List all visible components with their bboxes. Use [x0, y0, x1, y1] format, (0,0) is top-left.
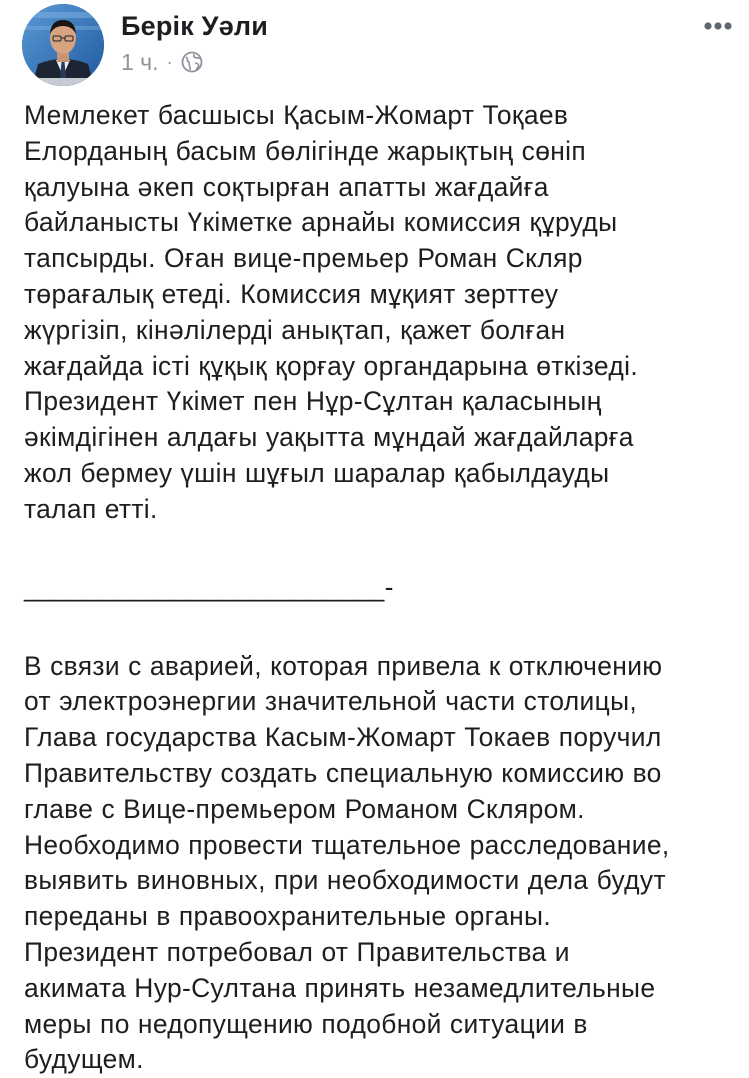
post-meta: [121, 48, 203, 76]
avatar-photo: [22, 4, 104, 86]
more-horizontal-icon: [696, 8, 740, 44]
post-body: [24, 98, 739, 1078]
author-name[interactable]: Берік Уәли: [121, 11, 268, 41]
more-options-button[interactable]: [696, 8, 740, 44]
post-separator-line: ________________________-: [24, 571, 394, 602]
globe-icon[interactable]: [181, 51, 203, 73]
post-paragraph-kazakh: Мемлекет басшысы Қасым-Жомарт Тоқаев Елорданың басым бөлігінде жарықтың сөніп қалуына әкеп соқтырған апатты жағдайға байланысты Үкіметке арнайы комиссия құруды тапсырды. Оған вице-премьер Роман Скляр төрағалық етеді. Комиссия мұқият зерттеу жүргізіп, кінәлілерді анықтап, қажет болған жағдайда істі құқық қорғау органдарына өткізеді. Президент Үкімет пен Нұр-Сұлтан қаласының әкімдігінен алдағы уақытта мұндай жағдайларға жол бермеу үшін шұғыл шаралар қабылдауды талап етті.: [24, 100, 639, 524]
post-paragraph-russian: В связи с аварией, которая привела к отключению от электроэнергии значительной части столицы, Глава государства Касым-Жомарт Токаев поручил Правительству создать специальную комиссию во главе с Вице-премьером Романом Скляром. Необходимо провести тщательное расследование, выявить виновных, при необходимости дела будут переданы в правоохранительные органы. Президент потребовал от Правительства и акимата Нур-Султана принять незамедлительные меры по недопущению подобной ситуации в будущем.: [24, 650, 670, 1075]
meta-separator-dot: ·: [166, 51, 173, 72]
post-header: [0, 0, 749, 90]
post-timestamp[interactable]: 1 ч.: [121, 48, 159, 75]
author-avatar[interactable]: [22, 4, 104, 86]
